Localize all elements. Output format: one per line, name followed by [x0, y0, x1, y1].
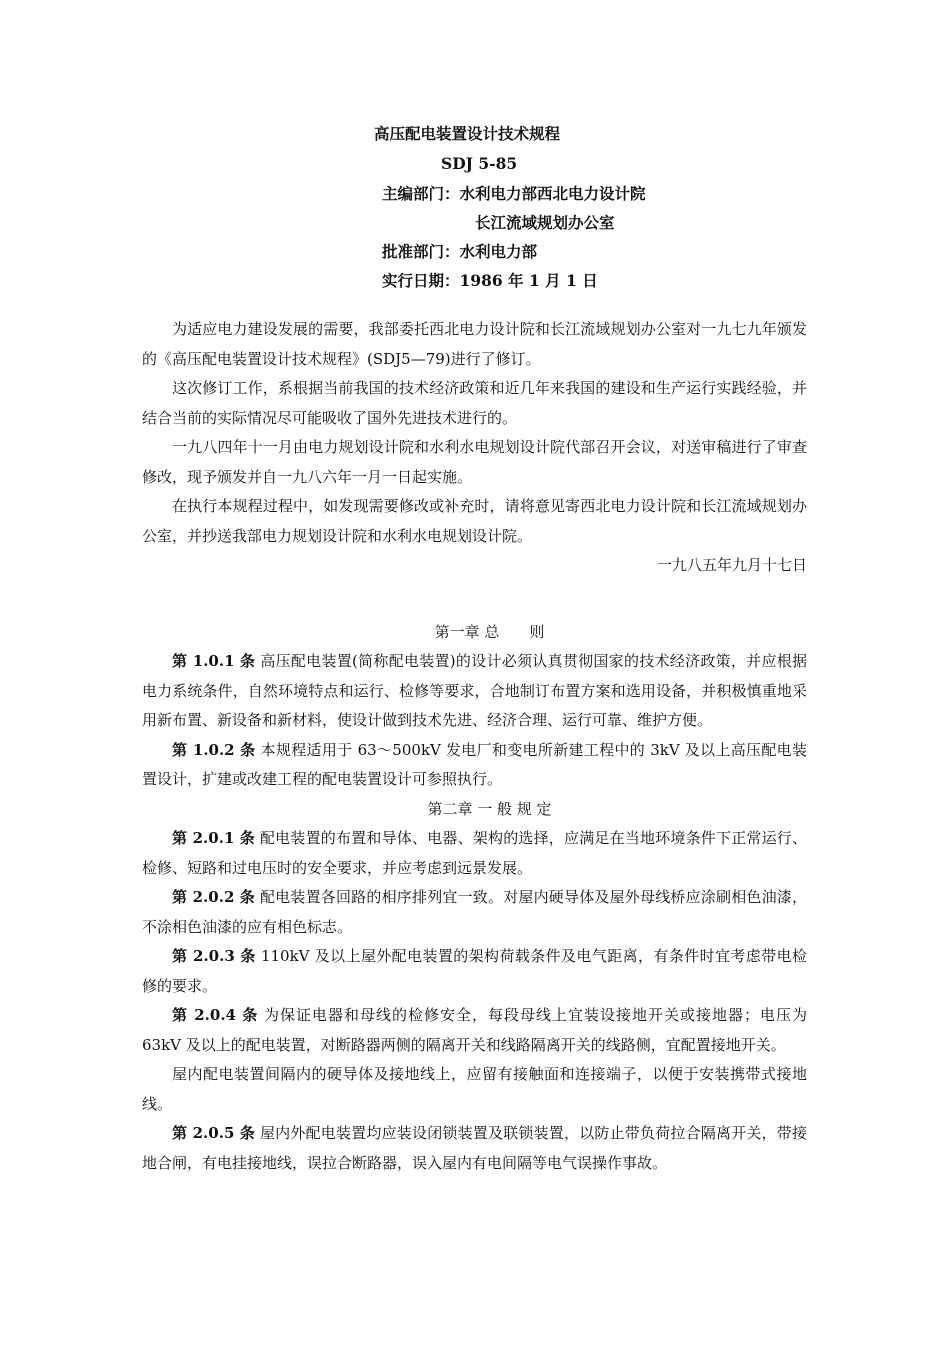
chapter-1-heading: 第一章 总 则 — [434, 622, 545, 641]
approver-row — [382, 240, 537, 262]
article-text: 配电装置各回路的相序排列宜一致。对屋内硬导体及屋外母线桥应涂刷相色油漆，不涂相色油漆的应有相色标志。 — [142, 888, 808, 936]
article-2-0-1 — [142, 824, 807, 883]
article-number: 第 2.0.1 条 — [172, 829, 256, 847]
preface-paragraph: 这次修订工作，系根据当前我国的技术经济政策和近几年来我国的建设和生产运行实践经验，并结合当前的实际情况尽可能吸收了国外先进技术进行的。 — [142, 379, 807, 427]
article-2-0-5 — [142, 1119, 807, 1178]
chapter-2-heading: 第二章 一 般 规 定 — [427, 799, 552, 818]
article-number: 第 2.0.3 条 — [172, 947, 256, 965]
effective-date-label: 实行日期： — [382, 271, 460, 290]
article-text: 高压配电装置(简称配电装置)的设计必须认真贯彻国家的技术经济政策，并应根据电力系统条件，自然环境特点和运行、检修等要求，合地制订布置方案和选用设备，并积极慎重地采用新布置、新设备和新材料，使设计做到技术先进、经济合理、运行可靠、维护方便。 — [142, 652, 807, 729]
document-code: SDJ 5-85 — [441, 154, 518, 173]
effective-date-row — [382, 269, 598, 291]
article-number: 第 2.0.2 条 — [172, 888, 256, 906]
preface-paragraph: 一九八四年十一月由电力规划设计院和水利水电规划设计院代部召开会议，对送审稿进行了审查修改，现予颁发并自一九八六年一月一日起实施。 — [142, 438, 807, 486]
editor-name-1: 水利电力部西北电力设计院 — [459, 184, 646, 203]
article-text: 配电装置的布置和导体、电器、架构的选择，应满足在当地环境条件下正常运行、检修、短路和过电压时的安全要求，并应考虑到远景发展。 — [142, 829, 808, 877]
approver-label: 批准部门： — [382, 242, 460, 261]
article-2-0-3 — [142, 942, 807, 1001]
article-number: 第 2.0.5 条 — [172, 1124, 256, 1142]
article-text: 屋内外配电装置均应装设闭锁装置及联锁装置，以防止带负荷拉合隔离开关，带接地合闸，有电挂接地线，误拉合断路器，误入屋内有电间隔等电气误操作事故。 — [142, 1124, 808, 1172]
article-number: 第 2.0.4 条 — [172, 1006, 259, 1024]
article-2-0-4 — [142, 1001, 807, 1060]
document-title: 高压配电装置设计技术规程 — [374, 124, 561, 143]
preface-paragraph: 为适应电力建设发展的需要，我部委托西北电力设计院和长江流域规划办公室对一九七九年颁发的《高压配电装置设计技术规程》(SDJ5—79)进行了修订。 — [142, 320, 807, 368]
article-1-0-2 — [142, 736, 807, 795]
article-2-0-4-continued: 屋内配电装置间隔内的硬导体及接地线上，应留有接触面和连接端子，以便于安装携带式接地线。 — [142, 1065, 807, 1113]
editor-name-2: 长江流域规划办公室 — [475, 213, 615, 232]
article-2-0-2 — [142, 883, 807, 942]
article-1-0-1 — [142, 647, 807, 736]
preface-paragraph: 在执行本规程过程中，如发现需要修改或补充时，请将意见寄西北电力设计院和长江流域规划办公室，并抄送我部电力规划设计院和水利水电规划设计院。 — [142, 497, 807, 545]
issue-date: 一九八五年九月十七日 — [656, 556, 807, 574]
effective-date: 1986 年 1 月 1 日 — [459, 271, 598, 290]
document-body — [142, 315, 807, 1178]
article-text: 110kV 及以上屋外配电装置的架构荷载条件及电气距离，有条件时宜考虑带电检修的要求。 — [142, 947, 808, 995]
article-number: 第 1.0.2 条 — [172, 740, 256, 759]
editor-label: 主编部门： — [382, 184, 460, 203]
editor-row-1 — [382, 182, 646, 204]
article-text: 本规程适用于 63～500kV 发电厂和变电所新建工程中的 3kV 及以上高压配电装置设计，扩建或改建工程的配电装置设计可参照执行。 — [142, 740, 807, 788]
article-text: 为保证电器和母线的检修安全，每段母线上宜装设接地开关或接地器；电压为 63kV 及以上的配电装置，对断路器两侧的隔离开关和线路隔离开关的线路侧，宜配置接地开关。 — [142, 1006, 807, 1054]
approver-name: 水利电力部 — [459, 242, 538, 261]
article-number: 第 1.0.1 条 — [172, 652, 256, 670]
